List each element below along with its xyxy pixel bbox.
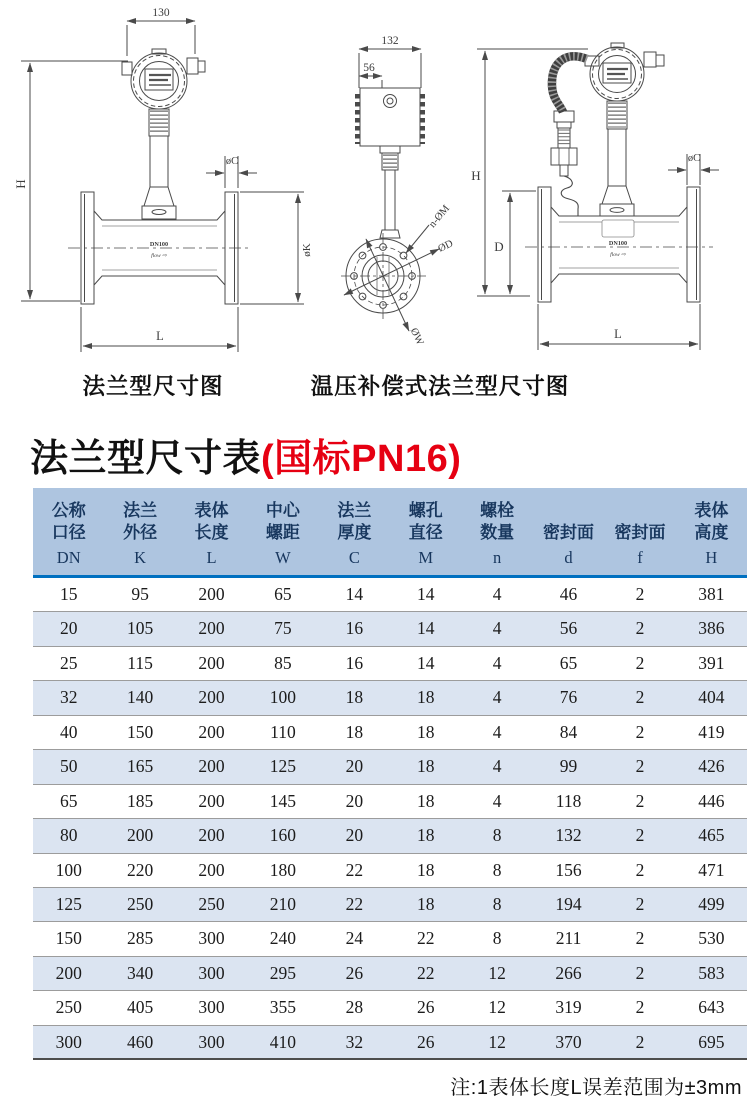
header-cell-letter: n <box>493 548 502 567</box>
table-cell: 386 <box>698 618 725 639</box>
table-cell: 20 <box>59 618 78 639</box>
table-cell: 160 <box>269 825 297 846</box>
table-cell: 20 <box>345 825 364 846</box>
table-cell: 80 <box>59 825 78 846</box>
table-cell: 200 <box>198 825 225 846</box>
table-cell: 295 <box>269 962 297 983</box>
table-cell: 118 <box>555 790 582 811</box>
table-cell: 200 <box>198 618 225 639</box>
header-cn-line: 高度 <box>694 523 729 542</box>
table-cell: 300 <box>198 1031 225 1052</box>
section-title <box>30 427 461 482</box>
header-cell-letter: C <box>348 548 360 567</box>
table-cell: 14 <box>416 584 435 604</box>
table-cell: 200 <box>198 790 225 811</box>
header-cell <box>390 488 461 575</box>
table-cell: 25 <box>59 652 78 673</box>
table-cell: 4 <box>492 652 502 673</box>
table-cell: 16 <box>345 618 364 639</box>
table-cell: 65 <box>59 790 78 811</box>
caption-flange-diagram: 法兰型尺寸图 <box>82 374 224 399</box>
table-cell: 165 <box>126 756 154 777</box>
caption-compensated-diagram: 温压补偿式法兰型尺寸图 <box>310 374 570 399</box>
table-cell: 150 <box>126 721 154 742</box>
table-cell: 194 <box>555 893 582 914</box>
table-cell: 4 <box>492 756 502 777</box>
table-cell: 18 <box>416 687 435 708</box>
table-cell: 24 <box>345 928 364 949</box>
table-cell: 14 <box>416 618 435 639</box>
table-cell: 2 <box>635 997 645 1018</box>
dim-label-H: H <box>471 168 481 183</box>
header-cell-letter: L <box>206 548 217 567</box>
table-cell: 180 <box>269 859 297 880</box>
dim-label-L: L <box>156 329 164 343</box>
header-cell <box>33 488 104 575</box>
table-cell: 125 <box>269 756 297 777</box>
header-cell <box>319 488 390 575</box>
table-cell: 4 <box>492 584 502 604</box>
table-cell: 40 <box>59 721 78 742</box>
table-cell: 285 <box>126 928 154 949</box>
header-cell-cn <box>461 488 532 544</box>
table-cell: 2 <box>635 721 645 742</box>
table-cell: 2 <box>635 825 645 846</box>
table-cell: 4 <box>492 790 502 811</box>
table-cell: 200 <box>198 756 225 777</box>
header-cell-cn <box>104 488 175 544</box>
table-row <box>33 854 747 888</box>
table-cell: 370 <box>555 1031 582 1052</box>
header-cell <box>676 488 747 575</box>
table-cell: 105 <box>126 618 154 639</box>
table-cell: 20 <box>345 790 364 811</box>
table-cell: 18 <box>345 721 364 742</box>
table-cell: 26 <box>416 1031 435 1052</box>
table-cell: 446 <box>698 790 725 811</box>
table-cell: 12 <box>488 1031 506 1052</box>
table-row <box>33 785 747 819</box>
header-cell <box>247 488 318 575</box>
table-cell: 419 <box>698 721 725 742</box>
table-cell: 99 <box>559 756 578 777</box>
header-cell-cn <box>390 488 461 544</box>
table-cell: 200 <box>198 859 225 880</box>
table-cell: 2 <box>635 687 645 708</box>
flow-body <box>68 192 251 304</box>
table-cell: 22 <box>345 893 364 914</box>
table-cell: 471 <box>698 859 725 880</box>
table-cell: 14 <box>416 652 435 673</box>
dim-label-oK: øK <box>301 243 313 257</box>
table-note: 注:1表体长度L误差范围为±3mm <box>450 1077 742 1099</box>
table-cell: 18 <box>416 825 435 846</box>
dim-label-n-oM: n-ØM <box>427 203 453 231</box>
table-cell: 2 <box>635 756 645 777</box>
header-cell <box>604 488 675 575</box>
table-cell: 240 <box>269 928 297 949</box>
table-cell: 76 <box>559 687 578 708</box>
table-cell: 643 <box>698 997 725 1018</box>
diagram-compensated-front-view <box>308 4 488 369</box>
table-cell: 32 <box>345 1031 364 1052</box>
body-label-dn100: DN100 <box>149 241 169 248</box>
table-cell: 211 <box>555 928 582 949</box>
header-cell-cn <box>676 488 747 544</box>
stem <box>380 153 400 238</box>
header-cn-line: 螺栓 <box>480 501 515 520</box>
table-cell: 200 <box>198 721 225 742</box>
header-cell-cn <box>604 488 675 544</box>
dim-label-oC: øC <box>225 156 239 167</box>
table-cell: 18 <box>416 721 435 742</box>
table-cell: 250 <box>198 893 225 914</box>
header-cell-letter: DN <box>56 548 81 567</box>
body-label-flow: flow ⇨ <box>151 253 167 259</box>
table-cell: 65 <box>559 652 578 673</box>
dimension-table <box>33 488 747 1060</box>
table-row <box>33 681 747 715</box>
table-cell: 145 <box>269 790 297 811</box>
table-cell: 65 <box>274 584 292 604</box>
table-cell: 28 <box>345 997 364 1018</box>
table-cell: 46 <box>559 584 578 604</box>
table-cell: 2 <box>635 790 645 811</box>
header-cell-cn <box>247 488 318 544</box>
table-cell: 200 <box>198 687 225 708</box>
table-cell: 95 <box>131 584 149 604</box>
header-cell <box>104 488 175 575</box>
header-cn-line: 中心 <box>265 501 300 520</box>
table-row <box>33 612 747 646</box>
dim-label-130: 130 <box>152 7 170 19</box>
table-cell: 2 <box>635 859 645 880</box>
header-cn-line: 螺距 <box>265 523 300 542</box>
table-row <box>33 888 747 922</box>
header-cn-line: 直径 <box>408 523 443 542</box>
header-cell-letter: f <box>637 548 643 567</box>
table-cell: 85 <box>274 652 292 673</box>
header-cell-cn <box>533 488 604 544</box>
table-cell: 210 <box>269 893 297 914</box>
stem <box>600 101 634 216</box>
header-cell <box>533 488 604 575</box>
table-cell: 150 <box>55 928 82 949</box>
table-cell: 200 <box>126 825 154 846</box>
table-cell: 18 <box>416 859 435 880</box>
header-cn-line: 法兰 <box>337 501 372 520</box>
table-cell: 12 <box>488 962 506 983</box>
table-cell: 100 <box>55 859 82 880</box>
table-cell: 32 <box>59 687 78 708</box>
header-cn-line: 密封面 <box>543 523 595 542</box>
table-cell: 140 <box>126 687 154 708</box>
table-cell: 2 <box>635 1031 645 1052</box>
table-row <box>33 578 747 612</box>
table-cell: 2 <box>635 618 645 639</box>
table-cell: 200 <box>198 652 225 673</box>
header-cell-letter: K <box>134 548 147 567</box>
table-cell: 26 <box>416 997 435 1018</box>
table-cell: 250 <box>126 893 154 914</box>
section-title-black: 法兰型尺寸表 <box>30 438 262 480</box>
table-cell: 8 <box>492 893 502 914</box>
table-cell: 200 <box>198 584 225 604</box>
table-cell: 16 <box>345 652 364 673</box>
body-label-dn100: DN100 <box>608 240 628 247</box>
table-row <box>33 991 747 1025</box>
table-cell: 266 <box>555 962 582 983</box>
transmitter-head <box>122 49 205 109</box>
table-cell: 300 <box>198 928 225 949</box>
table-cell: 404 <box>698 687 725 708</box>
header-cell <box>461 488 532 575</box>
table-cell: 22 <box>416 928 435 949</box>
table-cell: 18 <box>416 790 435 811</box>
table-cell: 300 <box>55 1031 82 1052</box>
table-cell: 84 <box>559 721 578 742</box>
header-cn-line: 密封面 <box>614 523 666 542</box>
header-cell-cn <box>319 488 390 544</box>
table-cell: 132 <box>555 825 582 846</box>
table-cell: 110 <box>270 721 296 742</box>
dim-label-56: 56 <box>363 62 375 74</box>
table-cell: 220 <box>126 859 154 880</box>
table-cell: 18 <box>345 687 364 708</box>
table-cell: 18 <box>416 756 435 777</box>
table-cell: 50 <box>59 756 78 777</box>
table-cell: 4 <box>492 687 502 708</box>
header-cell-cn <box>176 488 247 544</box>
table-cell: 250 <box>55 997 82 1018</box>
table-row <box>33 957 747 991</box>
table-cell: 391 <box>698 652 725 673</box>
transmitter-head <box>585 43 664 101</box>
table-cell: 355 <box>269 997 297 1018</box>
table-cell: 18 <box>416 893 435 914</box>
dim-label-H: H <box>13 179 28 189</box>
dim-label-oC: øC <box>687 153 701 164</box>
table-cell: 426 <box>698 756 725 777</box>
body-label-flow: flow ⇨ <box>610 252 626 258</box>
table-cell: 300 <box>198 997 225 1018</box>
table-cell: 185 <box>126 790 154 811</box>
table-cell: 530 <box>698 928 725 949</box>
dim-label-D: D <box>494 239 504 254</box>
table-cell: 4 <box>492 618 502 639</box>
table-cell: 499 <box>698 893 725 914</box>
table-cell: 8 <box>492 825 502 846</box>
dim-label-oW: ØW <box>407 326 426 348</box>
header-cn-line: 长度 <box>194 523 229 542</box>
table-cell: 465 <box>698 825 725 846</box>
table-row <box>33 647 747 681</box>
table-body <box>33 578 747 1060</box>
table-header-row <box>33 488 747 575</box>
header-cell-letter: W <box>275 548 291 567</box>
table-row <box>33 1026 747 1060</box>
table-cell: 22 <box>345 859 364 880</box>
header-cn-line: 表体 <box>694 501 729 520</box>
table-cell: 200 <box>55 962 82 983</box>
diagram-compensated-side-view <box>468 4 750 369</box>
table-cell: 12 <box>488 997 506 1018</box>
table-cell: 2 <box>635 652 645 673</box>
transmitter-housing <box>358 88 423 153</box>
header-cell-cn <box>33 488 104 544</box>
section-title-red: (国标PN16) <box>261 438 462 480</box>
header-cell-letter: M <box>418 548 434 567</box>
table-cell: 460 <box>126 1031 154 1052</box>
diagram-flange-side-view <box>8 4 313 369</box>
table-cell: 15 <box>59 584 78 604</box>
dim-label-132: 132 <box>381 35 399 47</box>
table-cell: 2 <box>635 962 645 983</box>
header-cell <box>176 488 247 575</box>
header-cn-line: 法兰 <box>123 501 158 520</box>
table-cell: 4 <box>492 721 502 742</box>
compensation-hose <box>552 56 587 112</box>
table-cell: 100 <box>269 687 297 708</box>
header-cell-letter: d <box>564 548 573 567</box>
table-cell: 20 <box>345 756 364 777</box>
table-cell: 2 <box>635 928 645 949</box>
header-cell-letter: H <box>705 548 718 567</box>
table-cell: 300 <box>198 962 225 983</box>
table-cell: 340 <box>126 962 154 983</box>
header-cn-line: 外径 <box>123 523 158 542</box>
pressure-temp-sensor <box>551 111 578 216</box>
table-cell: 2 <box>635 893 645 914</box>
header-cn-line: 表体 <box>194 501 229 520</box>
table-cell: 410 <box>269 1031 297 1052</box>
header-cn-line: 数量 <box>480 523 515 542</box>
table-cell: 14 <box>345 584 364 604</box>
stem <box>142 109 176 219</box>
dim-label-oD: ØD <box>436 238 456 255</box>
table-cell: 381 <box>698 584 725 604</box>
table-cell: 8 <box>492 928 502 949</box>
table-cell: 115 <box>127 652 153 673</box>
table-cell: 2 <box>635 584 645 604</box>
header-cn-line: 厚度 <box>337 523 372 542</box>
header-cn-line: 螺孔 <box>408 501 443 520</box>
table-cell: 695 <box>698 1031 725 1052</box>
table-row <box>33 716 747 750</box>
table-cell: 125 <box>55 893 82 914</box>
dim-label-L: L <box>614 327 622 341</box>
table-cell: 156 <box>555 859 582 880</box>
table-cell: 22 <box>416 962 435 983</box>
header-cn-line: 公称 <box>51 501 86 520</box>
header-cn-line: 口径 <box>51 523 86 542</box>
table-cell: 56 <box>559 618 578 639</box>
table-row <box>33 819 747 853</box>
table-cell: 405 <box>126 997 154 1018</box>
table-row <box>33 750 747 784</box>
table-cell: 8 <box>492 859 502 880</box>
table-cell: 583 <box>698 962 725 983</box>
table-cell: 75 <box>274 618 292 639</box>
table-row <box>33 922 747 956</box>
table-cell: 319 <box>555 997 582 1018</box>
table-header <box>33 488 747 578</box>
table-cell: 26 <box>345 962 364 983</box>
